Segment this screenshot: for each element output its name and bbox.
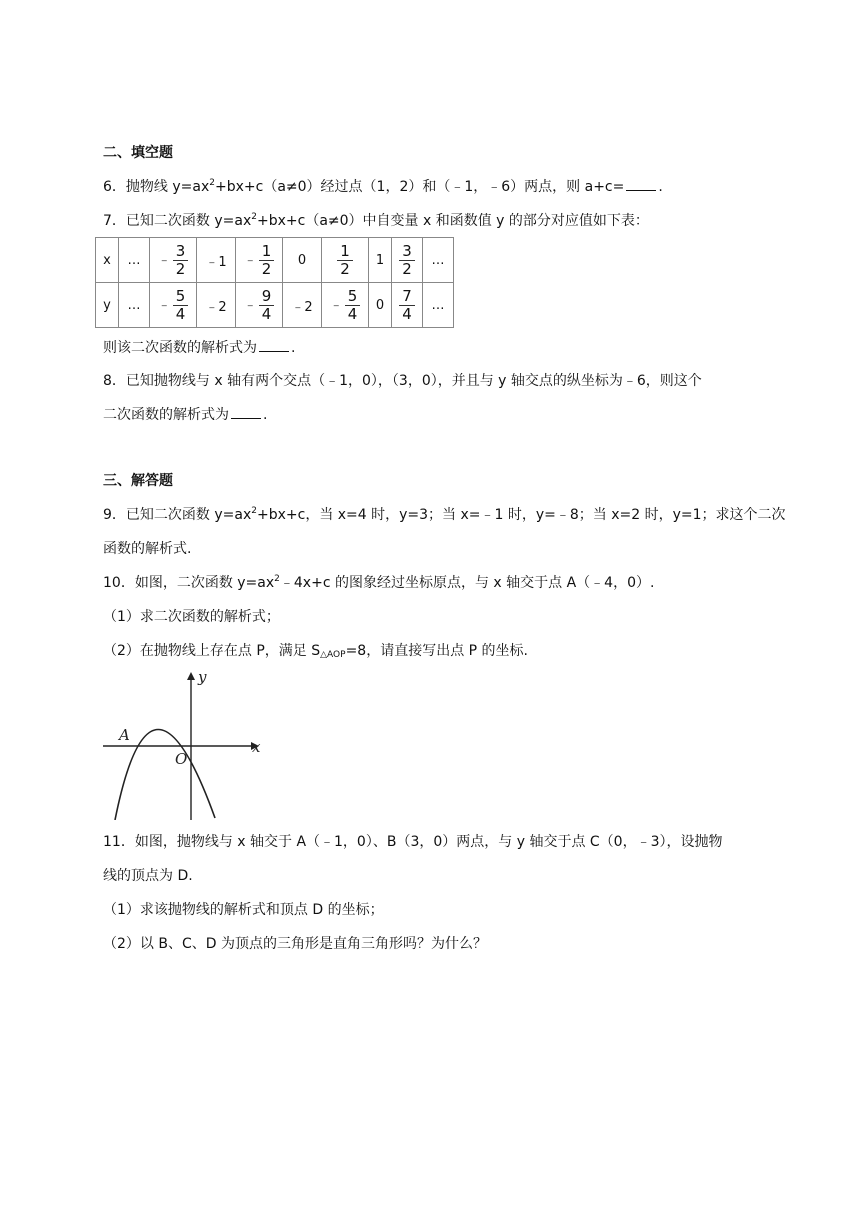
question-11-line1: 11．如图，抛物线与 x 轴交于 A（﹣1，0）、B（3，0）两点，与 y 轴交于点 C（0，﹣3），设抛物 bbox=[103, 834, 723, 850]
y-axis-label: y bbox=[198, 670, 207, 686]
table-cell: ﹣2 bbox=[197, 283, 236, 328]
minus-sign: ﹣ bbox=[157, 252, 171, 268]
fraction bbox=[399, 288, 415, 323]
fraction-numerator: 5 bbox=[345, 288, 361, 306]
question-11-line2: 线的顶点为 D. bbox=[103, 868, 193, 884]
table-cell bbox=[150, 283, 197, 328]
table-cell: … bbox=[119, 283, 150, 328]
fraction-numerator: 3 bbox=[399, 243, 415, 261]
question-7-tail: 则该二次函数的解析式为 . bbox=[103, 340, 296, 356]
table-cell bbox=[392, 238, 423, 283]
table-cell bbox=[236, 283, 283, 328]
parabola-curve bbox=[115, 729, 215, 820]
question-9-line2: 函数的解析式. bbox=[103, 541, 192, 557]
answer-blank bbox=[231, 406, 261, 419]
question-10-part1: （1）求二次函数的解析式； bbox=[103, 609, 280, 625]
question-10-part2: （2）在抛物线上存在点 P，满足 $S_{\triangle AOP}=8$，请直接写出点 P 的坐标. bbox=[103, 643, 529, 660]
section-title-fill-in: 二、填空题 bbox=[103, 145, 173, 161]
table-cell bbox=[150, 238, 197, 283]
fraction bbox=[337, 243, 353, 278]
table-cell: ﹣1 bbox=[197, 238, 236, 283]
origin-label: O bbox=[175, 750, 188, 768]
fraction-numerator: 1 bbox=[337, 243, 353, 261]
fraction-numerator: 1 bbox=[259, 243, 275, 261]
question-11-part1: （1）求该抛物线的解析式和顶点 D 的坐标； bbox=[103, 902, 384, 918]
fraction bbox=[173, 288, 189, 323]
question-9-line1: 9．已知二次函数 $y=ax^2+bx+c$，当 x=4 时，y=3；当 x=﹣1 时，y=﹣8；当 x=2 时，y=1；求这个二次 bbox=[103, 506, 786, 523]
fraction-denominator: 4 bbox=[261, 304, 272, 323]
question-7: 7．已知二次函数 $y=ax^2+bx+c(a\ne 0)$中自变量 x 和函数值 y 的部分对应值如下表： bbox=[103, 212, 649, 229]
table-row-y bbox=[96, 283, 454, 328]
question-8-line2: 二次函数的解析式为 . bbox=[103, 407, 268, 423]
x-axis-label: x bbox=[252, 738, 261, 756]
answer-blank bbox=[259, 339, 289, 352]
fraction-denominator: 2 bbox=[340, 259, 350, 278]
parabola-figure bbox=[103, 670, 263, 820]
fraction bbox=[399, 243, 415, 278]
table-cell: … bbox=[119, 238, 150, 283]
fraction bbox=[259, 288, 275, 323]
table-cell bbox=[322, 283, 369, 328]
fraction-denominator: 2 bbox=[175, 259, 186, 278]
table-cell: 0 bbox=[369, 283, 392, 328]
section-title-solve: 三、解答题 bbox=[103, 473, 173, 489]
fraction-numerator: 5 bbox=[173, 288, 189, 306]
table-cell bbox=[322, 238, 369, 283]
y-axis-arrow bbox=[187, 672, 195, 680]
fraction-denominator: 2 bbox=[402, 259, 412, 278]
fraction-numerator: 7 bbox=[399, 288, 415, 306]
question-11-part2: （2）以 B、C、D 为顶点的三角形是直角三角形吗？为什么？ bbox=[103, 936, 487, 952]
minus-sign: ﹣ bbox=[329, 297, 343, 313]
value-table bbox=[95, 237, 454, 328]
table-cell: 0 bbox=[283, 238, 322, 283]
table-cell: y bbox=[96, 283, 119, 328]
minus-sign: ﹣ bbox=[157, 297, 171, 313]
fraction-denominator: 2 bbox=[261, 259, 272, 278]
table-cell: 1 bbox=[369, 238, 392, 283]
point-a-label: A bbox=[119, 726, 130, 744]
minus-sign: ﹣ bbox=[243, 297, 257, 313]
fraction-numerator: 3 bbox=[173, 243, 189, 261]
minus-sign: ﹣ bbox=[243, 252, 257, 268]
table-cell bbox=[236, 238, 283, 283]
fraction-denominator: 4 bbox=[175, 304, 186, 323]
question-8-line1: 8．已知抛物线与 x 轴有两个交点（﹣1，0），（3，0），并且与 y 轴交点的纵坐标为﹣6，则这个 bbox=[103, 373, 702, 389]
fraction bbox=[259, 243, 275, 278]
table-cell: … bbox=[423, 283, 454, 328]
fraction-numerator: 9 bbox=[259, 288, 275, 306]
answer-blank bbox=[626, 178, 656, 191]
fraction-denominator: 4 bbox=[347, 304, 358, 323]
question-6: 6．抛物线 $y=ax^2+bx+c(a\ne 0)$经过点（1，2）和（﹣1，﹣6）两点，则 a+c= . bbox=[103, 178, 663, 195]
table-row-x bbox=[96, 238, 454, 283]
fraction-denominator: 4 bbox=[402, 304, 412, 323]
table-cell bbox=[392, 283, 423, 328]
fraction bbox=[345, 288, 361, 323]
question-10: 10．如图，二次函数 $y=ax^2﹣4x+c$ 的图象经过坐标原点，与 x 轴交于点 A（﹣4，0）. bbox=[103, 574, 655, 591]
fraction bbox=[173, 243, 189, 278]
table-cell: … bbox=[423, 238, 454, 283]
table-cell: x bbox=[96, 238, 119, 283]
table-cell: ﹣2 bbox=[283, 283, 322, 328]
